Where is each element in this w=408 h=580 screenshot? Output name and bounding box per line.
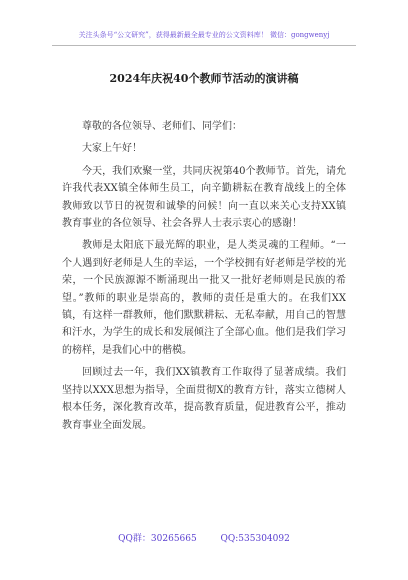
document-title: 2024年庆祝40个教师节活动的演讲稿: [109, 72, 299, 85]
paragraph-teachers: 教师是太阳底下最光辉的职业，是人类灵魂的工程师。“一个人遇到好老师是人生的幸运，一个学校拥有好老师是学校的光荣，一个民族源源不断涌现出一批又一批好老师则是民族的希望。”教师的职业是崇高的，教师的责任是重大的。在我们XX镇，有这样一群教师，他们默默耕耘、无私奉献，用自己的智慧和汗水，为学生的成长和发展倾注了全部心血。他们是我们学习的榜样，是我们心中的楷模。: [62, 240, 346, 356]
footer-qq: QQ:535304092: [220, 534, 290, 544]
header-banner: 关注头条号“公文研究”，获得最新最全最专业的公文资料库！ 微信：gongwenyj: [78, 31, 330, 39]
paragraph-salutation: 尊敬的各位领导、老师们、同学们：: [82, 121, 242, 132]
footer-contact: [0, 531, 408, 544]
paragraph-greeting: 大家上午好！: [82, 143, 142, 155]
header-divider: [52, 45, 356, 46]
paragraph-opening: 今天，我们欢聚一堂，共同庆祝第40个教师节。首先，请允许我代表XX镇全体师生员工，向辛勤耕耘在教育战线上的全体教师致以节日的祝贺和诚挚的问候！向一直以来关心支持XX镇教育事业的各位领导、社会各界人士表示衷心的感谢！: [62, 165, 346, 230]
document-body: [62, 118, 346, 439]
paragraph-review: 回顾过去一年，我们XX镇教育工作取得了显著成绩。我们坚持以XXX思想为指导，全面贯彻X的教育方针，落实立德树人根本任务，深化教育改革，提高教育质量，促进教育公平，推动教育事业全面发展。: [62, 367, 346, 431]
footer-qq-group: QQ群：30265665: [118, 534, 197, 544]
